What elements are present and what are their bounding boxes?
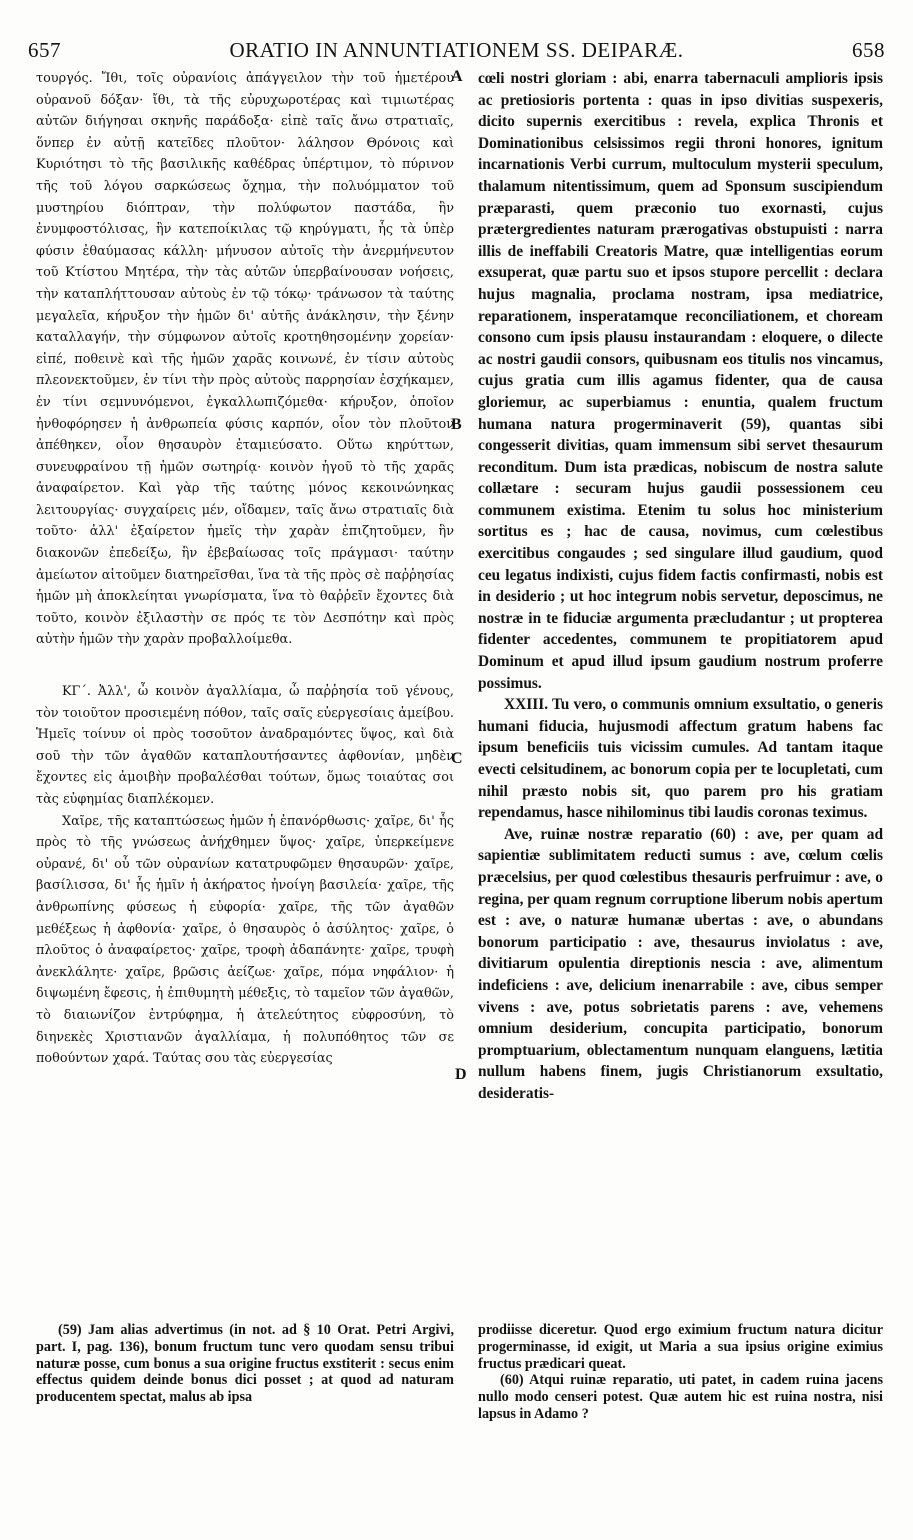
- section-marker-d: D: [455, 1066, 467, 1083]
- latin-paragraph-3: Ave, ruinæ nostræ reparatio (60) : ave, per quam ad sapientiæ sublimitatem reducti sumus : ave, cœlum cœlis præcelsius, per quod cœlestibus thesauris perfruimur : ave, o regina, per quam regnum corruptione liberum nobis apertum est : ave, o naturæ humanæ ubertas : ave, o abundans bonorum participatio : ave, thesaurus inviolatus : ave, divitiarum opulentia direptionis nescia : ave, alimentum indeficiens : ave, delicium inenarrabile : ave, cibus semper vivens : ave, potus sobrietatis parens : ave, vehemens omnium desiderium, concupita participatio, bonorum promptuarium, oblectamentum nunquam elanguens, lætitia nullum habens finem, jugis Christianorum exsultatio, desideratis-: [478, 825, 883, 1102]
- page-number-left: 657: [28, 38, 61, 62]
- latin-paragraph-1: cœli nostri gloriam : abi, enarra tabernaculi amplioris ipsis ac pretiosioris portenta : quas in ipso divitias suspexeris, dicito supernis exercitibus : revela, explica Thronis et Dominationibus celsissimos regii throni honores, ignitum incarnationis Verbi currum, multoculum mysterii speculum, thalamum nitentissimum, quem ad Sponsum suscipiendum præparasti, quem præconio tuo exornasti, cujus prætergredientes naturam prærogativas obstupuisti : narra illis de ineffabili Creatoris Matre, quæ intelligentias eorum exsuperat, quæ partu suo et ipsos stupore percellit : declara hujus magnalia, proclama nostram, ipsa mediatrice, reparationem, insperatamque reconciliationem, et choream consono cum ipsis plausu instaurandam : eloquere, o dilecte ac nostri gaudii consors, quibusnam eos titulis nos vincamus, cujus gratia cum illis agamus fidenter, qua de causa gloriemur, ac superbiamus : enuntia, qualem fructum humana natura progerminaverit (59), quantas sibi congesserit divitias, quam immensum sibi servet thesaurum reconditum. Dum ista prædicas, nobiscum de nostra salute collætare : securam hujus gaudii possessionem ceu communem existima. Etenim tu solus hoc ministerium sortitus es ; hac de causa, novimus, cum cœlestibus exercitibus congaudes ; sed singulare illud gaudium, quod ceu legatus indixisti, cujus fidem factis confirmasti, nobis est in desiderio ; ut hoc integrum nobis servetur, deposcimus, ne nostræ in te fiduciæ argumenta præcludantur ; ut propterea fidenter accedentes, communem te propitiatorem apud Dominum et apud illud ipsum gaudium nostrum proferre possimus.: [478, 70, 883, 692]
- latin-paragraph-2: XXIII. Tu vero, o communis omnium exsultatio, o generis humani fiducia, hujusmodi affectum gratum habens fac ipsum beneficiis tuis vicissim cumules. Ad tantam itaque evecti celsitudinem, ac bonorum copia per te locupletati, cum nihil præsto nobis sit, quo parem pro his gratiam rependamus, hasce nihilominus tibi laudis coronas teximus.: [478, 696, 883, 822]
- greek-column: [36, 68, 454, 1070]
- greek-paragraph-2: ΚΓ΄. Ἀλλ', ὦ κοινὸν ἀγαλλίαμα, ὦ παῤῥησία τοῦ γένους, τὸν τοιοῦτον προσιεμένη πόθον, ταῖς σαῖς εὐεργεσίαις ἀμείβου. Ἡμεῖς τοίνυν οἱ πρὸς τοσοῦτον ἀναδραμόντες ὕψος, καὶ διὰ σοῦ τὴν τῶν ἀγαθῶν καταπλουτήσαντες ἀφθονίαν, μηδὲν ἔχοντες εἰς ἀμοιβὴν προβαλέσθαι τούτων, ὅμως τοιαύτας σοι τὰς εὐφημίας διαπλέκομεν.: [36, 684, 454, 807]
- footnote-59: (59) Jam alias advertimus (in not. ad § 10 Orat. Petri Argivi, part. I, pag. 136), bonum fructum tunc vero quodam sensu tribui naturæ posse, cum bonus a sua origine fructus exstiterit : secus enim effectus quidem deinde bonus dici posset ; at quod ad naturam producentem spectat, malus ab ipsa: [36, 1322, 454, 1406]
- page-number-right: 658: [852, 38, 885, 62]
- latin-column: [478, 68, 883, 1105]
- running-header: [22, 38, 891, 66]
- footnote-60: (60) Atqui ruinæ reparatio, uti patet, in cadem ruina jacens nullo modo censeri potest. Quæ autem hic est ruina nostra, nisi lapsus in Adamo ?: [478, 1372, 883, 1422]
- greek-paragraph-1: τουργός. Ἴθι, τοῖς οὐρανίοις ἀπάγγειλον τὴν τοῦ ἡμετέρου οὐρανοῦ δόξαν· ἴθι, τὰ τῆς εὐρυχωροτέρας καὶ τιμιωτέρας αὐτῶν διήγησαι σκηνῆς παράδοξα· εἰπὲ ταῖς ἄνω στρατιαῖς, ὅνπερ ἐν αὐτῇ κατεῖδες πλοῦτον· λάλησον Θρόνοις καὶ Κυριότησι τὸ τῆς βασιλικῆς καθέδρας ὑπέρτιμον, τὸ πύρινον τῆς τοῦ λόγου σαρκώσεως ὄχημα, τὴν πολυόμματον τοῦ μυστηρίου διόπτραν, τὴν πολύφωτον παστάδα, ἣν ἐνυμφοστόλισας, ἣν κατεποίκιλας τῷ κηρύγματι, ἧς τὰ ὑπὲρ φύσιν ἐθαύμασας κάλλη· μήνυσον αὐτοῖς τὴν ἀνερμήνευτον τοῦ Κτίστου Μητέρα, τὴν τὰς αὐτῶν ὑπερβαίνουσαν νοήσεις, τὴν καταπλήττουσαν αὐτοὺς ἐν τῷ τόκῳ· τράνωσον τὰ ταύτης μεγαλεῖα, κήρυξον τὴν ἡμῶν δι' αὐτῆς ἀνάκλησιν, τὴν ξένην καταλλαγήν, τὴν σύμφωνον αὐτοῖς κροτηθησομένην χορείαν· εἰπέ, ποθεινὲ καὶ τῆς ἡμῶν χαρᾶς κοινωνέ, ἐν τίσιν αὐτοὺς πλεονεκτοῦμεν, ἐν τίνι τὴν πρὸς αὐτοὺς παρρησίαν ἐσχήκαμεν, ἐν τίνι σεμνυνόμενοι, ἐγκαλλωπιζόμεθα· κήρυξον, ὁποῖον ἠνθοφόρησεν ἡ ἀνθρωπεία φύσις καρπόν, οἷον τὸν πλοῦτον ἀπέθηκεν, οἷον θησαυρὸν ἐταμιεύσατο. Οὕτω κηρύττων, συνευφραίνου τῇ ἡμῶν σωτηρίᾳ· κοινὸν ἡγοῦ τὸ τῆς χαρᾶς ἀναφαίρετον. Καὶ γὰρ τῆς ταύτης μόνος κεκοινώνηκας λειτουργίας· συγχαίρεις μέν, οἴδαμεν, ταῖς ἄνω στρατιαῖς διὰ τοῦτο· ἀλλ' ἐξαίρετον ἡμεῖς τὴν χαρὰν ἐπιζητοῦμεν, ἣν διακονῶν ἐπεδείξω, ἣν ἐβεβαίωσας τοῖς πράγμασι· ταύτην ἀμείωτον αἰτοῦμεν διατηρεῖσθαι, ἵνα τὰ τῆς πρὸς σὲ παῤῥησίας ἡμῶν μὴ ἀποκλείηται γνωρίσματα, ἵνα τὸ θαῤῥεῖν ἔχοντες διὰ τοῦτο, κοινὸν ἐξιλαστὴν σε πρός τε τὸν Δεσπότην καὶ πρὸς αὐτὴν ἡμῶν τὴν χαρὰν προβαλλοίμεθα.: [36, 71, 454, 648]
- footnote-59-continued: prodiisse diceretur. Quod ergo eximium fructum natura dicitur progerminasse, id exigit, ut Maria a sua ipsius origine eximius fructus prædicari queat.: [478, 1322, 883, 1372]
- footnotes-right: [478, 1322, 883, 1423]
- section-marker-a: A: [451, 68, 463, 85]
- page-title: ORATIO IN ANNUNTIATIONEM SS. DEIPARÆ.: [229, 38, 684, 62]
- footnotes-left: [36, 1322, 454, 1406]
- section-marker-b: B: [451, 416, 462, 433]
- section-marker-c: C: [451, 750, 463, 767]
- greek-paragraph-3: Χαῖρε, τῆς καταπτώσεως ἡμῶν ἡ ἐπανόρθωσις· χαῖρε, δι' ἧς πρὸς τὸ τῆς γνώσεως ἀνήχθημεν ὕψος· χαῖρε, ὑπερκείμενε οὐρανέ, δι' οὗ τῶν οὐρανίων κατατρυφῶμεν θησαυρῶν· χαῖρε, βασίλισσα, δι' ἧς ἡμῖν ἡ ἀκήρατος ἠνοίγη βασιλεία· χαῖρε, τῆς ἀνθρωπίνης φύσεως ἡ εὐφορία· χαῖρε, τῆς τῶν ἀγαθῶν μεθέξεως ἡ ἀφθονία· χαῖρε, ὁ θησαυρὸς ὁ ἀσύλητος· χαῖρε, ὁ πλοῦτος ὁ ἀναφαίρετος· χαῖρε, τροφὴ ἀδαπάνητε· χαῖρε, τρυφὴ ἀνεκλάλητε· χαῖρε, βρῶσις ἀείζωε· χαῖρε, πόμα νηφάλιον· ἡ διψωμένη ἔφεσις, ἡ ἐπιθυμητὴ μέθεξις, τὸ ταμεῖον τῶν ἀγαθῶν, τὸ διαιωνίζον ἐντρύφημα, ἡ ἀτελεύτητος εὐφροσύνη, τὸ διηνεκὲς Χριστιανῶν ἀγαλλίαμα, ἡ πολυπόθητος τῶν σε ποθούντων χαρά. Ταύτας σου τὰς εὐεργεσίας: [36, 813, 454, 1067]
